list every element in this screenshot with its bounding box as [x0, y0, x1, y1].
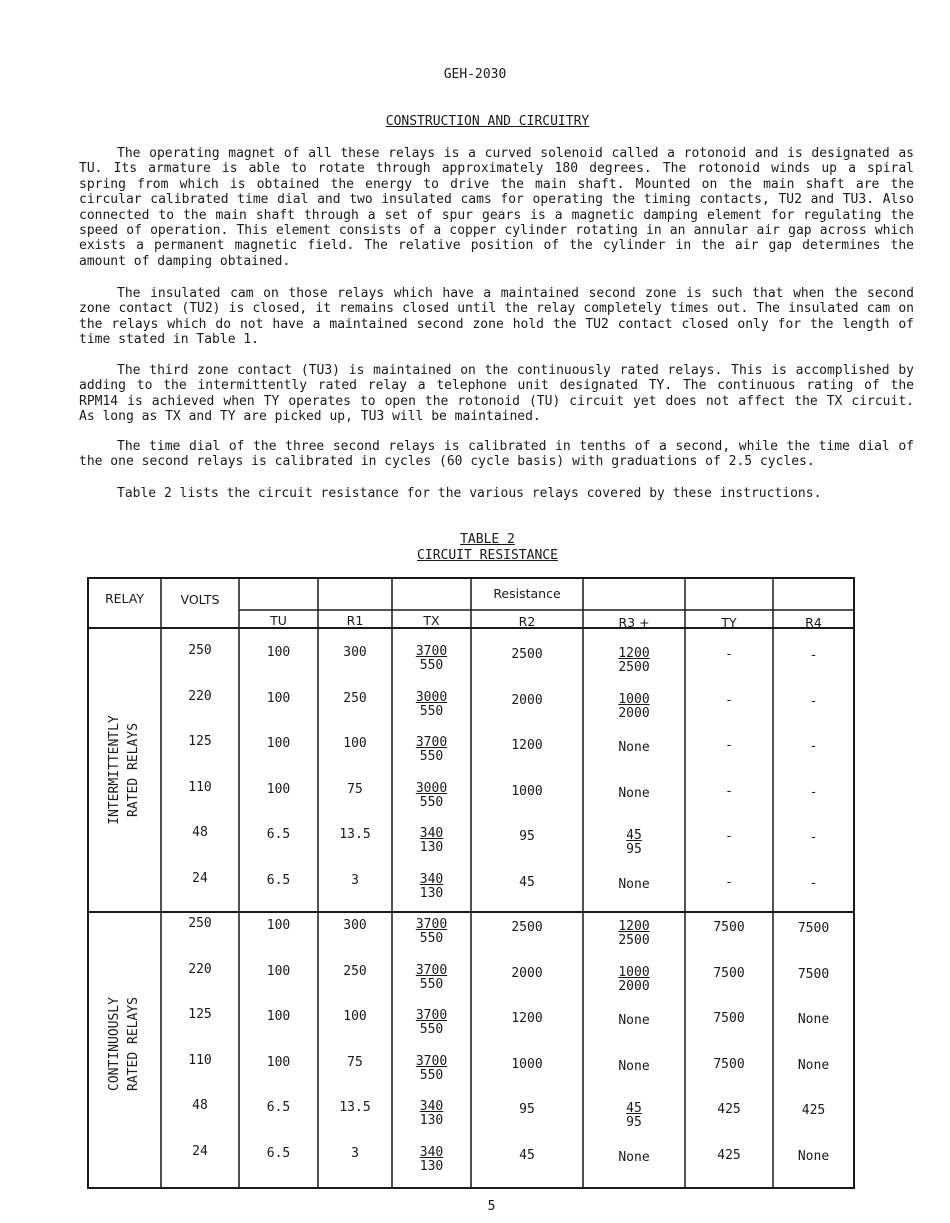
table-cell-tx — [392, 873, 471, 901]
table-cell-r4: - — [809, 739, 818, 755]
column-header-tu: TU — [270, 613, 287, 628]
table-cell-r4: - — [809, 876, 818, 891]
tx-denominator: 130 — [419, 1159, 444, 1174]
table-cell-ty: - — [725, 875, 733, 890]
table-cell-volts: 125 — [188, 1007, 212, 1023]
tx-numerator: 340 — [419, 826, 444, 842]
table-cell-ty: - — [725, 783, 733, 799]
table-cell-r4: - — [809, 648, 818, 663]
table-cell-r1: 13.5 — [339, 1100, 371, 1116]
table-cell-r1: 250 — [343, 690, 367, 706]
r3-numerator: 45 — [626, 828, 642, 844]
paragraph-4: The time dial of the three second relays is calibrated in tenths of a second, while the time dial of the one second relays is calibrated in cycles (60 cycle basis) with graduations of 2.5 cycles. — [79, 439, 914, 470]
table-cell-volts: 110 — [188, 779, 212, 795]
table-cell-r3: None — [618, 877, 650, 892]
table-cell-ty: - — [725, 692, 733, 708]
table-cell-r3 — [583, 1102, 685, 1130]
table-cell-r4: None — [797, 1057, 830, 1073]
table-cell-tx — [392, 645, 471, 673]
tx-denominator: 550 — [419, 931, 444, 946]
table-cell-tu: 6.5 — [266, 1146, 291, 1161]
table-cell-tx — [392, 1146, 471, 1174]
table-cell-r3: None — [618, 1013, 650, 1029]
table-cell-ty: - — [725, 738, 733, 754]
table-cell-r3: None — [618, 1058, 650, 1074]
group-label-intermittent: INTERMITTENTLY RATED RELAYS — [107, 715, 141, 825]
table-cell-r1: 3 — [351, 1146, 359, 1161]
table-cell-r1: 75 — [347, 781, 363, 797]
tx-numerator: 340 — [419, 1145, 444, 1160]
table-cell-r2: 2000 — [511, 692, 543, 708]
table-cell-volts: 125 — [188, 734, 212, 750]
table-title: TABLE 2 — [460, 532, 515, 547]
table-cell-volts: 250 — [188, 916, 212, 931]
table-cell-ty: 7500 — [713, 965, 745, 981]
table-cell-r3 — [583, 920, 685, 948]
table-cell-r1: 300 — [343, 645, 367, 660]
tx-denominator: 550 — [419, 749, 444, 765]
table-cell-volts: 110 — [188, 1052, 212, 1068]
tx-numerator: 3000 — [415, 689, 448, 705]
tx-numerator: 3700 — [415, 644, 448, 659]
table-cell-volts: 48 — [192, 1098, 208, 1114]
tx-numerator: 340 — [419, 1099, 444, 1115]
table-cell-tu: 100 — [266, 1009, 291, 1025]
table-cell-tu: 100 — [266, 736, 291, 752]
table-cell-tx — [392, 918, 471, 946]
table-cell-r4: None — [797, 1149, 830, 1164]
table-cell-volts: 24 — [192, 1144, 208, 1159]
table-cell-tu: 6.5 — [266, 873, 291, 888]
table-cell-r3 — [583, 829, 685, 857]
table-cell-tx — [392, 1009, 471, 1037]
table-cell-r1: 75 — [347, 1054, 363, 1070]
table-cell-tu: 100 — [266, 963, 291, 979]
paragraph-1: The operating magnet of all these relays is a curved solenoid called a rotonoid and is designated as TU. Its armature is able to rotate through approximately 180 degrees. The rotonoid winds up a spiral spring from which is obtained the energy to drive the main shaft. Mounted on the main shaft are the circular calibrated time dial and two insulated cams for operating the timing contacts, TU2 and TU3. Also connected to the main shaft through a set of spur gears is a magnetic damping element for regulating the speed of operation. This element consists of a copper cylinder rotating in an annular air gap across which exists a permanent magnetic field. The relative position of the cylinder in the air gap determines the amount of damping obtained. — [79, 146, 914, 269]
tx-numerator: 3700 — [415, 735, 448, 751]
header-volts: VOLTS — [180, 592, 220, 607]
table-cell-r2: 1200 — [511, 738, 543, 754]
paragraph-3: The third zone contact (TU3) is maintained on the continuously rated relays. This is accomplished by adding to the intermittently rated relay a telephone unit designated TY. The continuous rating of the RPM14 is achieved when TY operates to open the rotonoid (TU) circuit yet does not affect the TX circuit. As long as TX and TY are picked up, TU3 will be maintained. — [79, 363, 914, 425]
section-heading: CONSTRUCTION AND CIRCUITRY — [385, 114, 590, 129]
table-cell-r3 — [583, 966, 685, 994]
table-cell-ty: 425 — [717, 1102, 741, 1118]
document-number: GEH-2030 — [443, 67, 507, 82]
r3-numerator: 1000 — [618, 691, 650, 707]
table-cell-tu: 100 — [266, 781, 291, 797]
column-header-tx: TX — [423, 613, 440, 628]
table-cell-tx — [392, 1055, 471, 1083]
table-cell-r3: None — [618, 740, 650, 756]
table-cell-tu: 100 — [266, 690, 291, 706]
table-cell-volts: 220 — [188, 961, 212, 977]
table-cell-r4: 7500 — [797, 966, 830, 982]
tx-denominator: 550 — [419, 1067, 444, 1083]
table-cell-r4: - — [809, 830, 818, 846]
r3-numerator: 1200 — [618, 646, 650, 661]
table-cell-r2: 95 — [519, 1102, 535, 1118]
table-cell-r2: 1200 — [511, 1011, 543, 1027]
header-resistance: Resistance — [493, 586, 561, 601]
tx-numerator: 3700 — [415, 962, 448, 978]
table-cell-r1: 300 — [343, 918, 367, 933]
r3-numerator: 45 — [626, 1101, 642, 1117]
table-cell-r3: None — [618, 785, 650, 801]
table-subtitle: CIRCUIT RESISTANCE — [417, 548, 558, 563]
r3-denominator: 2000 — [618, 705, 650, 721]
tx-numerator: 3000 — [415, 780, 448, 796]
r3-denominator: 2500 — [618, 660, 650, 675]
table-cell-r2: 2500 — [511, 920, 543, 935]
tx-denominator: 550 — [419, 794, 444, 810]
table-cell-r3: None — [618, 1150, 650, 1165]
page-number: 5 — [487, 1199, 496, 1214]
tx-denominator: 550 — [419, 703, 444, 719]
table-cell-r1: 250 — [343, 963, 367, 979]
table-cell-ty: 7500 — [713, 920, 745, 935]
table-cell-r1: 100 — [343, 736, 367, 752]
table-cell-r4: - — [809, 693, 818, 709]
table-cell-volts: 220 — [188, 688, 212, 704]
table-cell-volts: 48 — [192, 825, 208, 841]
table-cell-r2: 2000 — [511, 965, 543, 981]
tx-numerator: 3700 — [415, 1053, 448, 1069]
table-cell-ty: 425 — [717, 1148, 741, 1163]
column-header-r4: R4 — [805, 615, 822, 630]
header-relay: RELAY — [104, 591, 145, 606]
table-cell-tx — [392, 1100, 471, 1128]
tx-denominator: 130 — [419, 886, 444, 901]
r3-numerator: 1000 — [618, 964, 650, 980]
r3-denominator: 2000 — [618, 978, 650, 994]
table-cell-r2: 45 — [519, 1148, 535, 1163]
column-header-ty: TY — [721, 615, 737, 630]
table-cell-ty: - — [725, 647, 733, 662]
tx-denominator: 550 — [419, 1022, 444, 1038]
table-cell-r2: 2500 — [511, 647, 543, 662]
r3-numerator: 1200 — [618, 919, 650, 934]
table-cell-ty: 7500 — [713, 1056, 745, 1072]
table-cell-r3 — [583, 647, 685, 675]
tx-numerator: 3700 — [415, 1008, 448, 1024]
tx-numerator: 340 — [419, 872, 444, 887]
group-label-continuous: CONTINUOUSLY RATED RELAYS — [107, 997, 141, 1091]
table-cell-tu: 100 — [266, 645, 291, 660]
column-header-r2: R2 — [518, 614, 536, 629]
table-cell-volts: 250 — [188, 643, 212, 658]
table-cell-r1: 100 — [343, 1009, 367, 1025]
table-cell-tu: 6.5 — [266, 827, 291, 843]
table-cell-tu: 100 — [266, 918, 291, 933]
table-cell-r4: 7500 — [797, 921, 830, 936]
resistance-table — [87, 577, 855, 1189]
table-cell-r4: None — [797, 1012, 830, 1028]
table-cell-r1: 13.5 — [339, 827, 371, 843]
table-cell-tx — [392, 691, 471, 719]
table-cell-tx — [392, 827, 471, 855]
table-cell-r2: 45 — [519, 875, 535, 890]
column-header-r3: R3 + — [618, 615, 650, 630]
table-cell-ty: 7500 — [713, 1011, 745, 1027]
table-cell-tx — [392, 964, 471, 992]
table-cell-volts: 24 — [192, 871, 208, 886]
column-header-r1: R1 — [346, 613, 364, 628]
table-cell-r4: - — [809, 784, 818, 800]
table-cell-ty: - — [725, 829, 733, 845]
table-cell-r2: 1000 — [511, 1056, 543, 1072]
table-cell-r4: 425 — [801, 1103, 826, 1119]
table-cell-tu: 6.5 — [266, 1100, 291, 1116]
table-cell-tx — [392, 782, 471, 810]
table-cell-tx — [392, 736, 471, 764]
table-cell-r3 — [583, 693, 685, 721]
table-cell-tu: 100 — [266, 1054, 291, 1070]
table-cell-r1: 3 — [351, 873, 359, 888]
paragraph-5: Table 2 lists the circuit resistance for the various relays covered by these instructions. — [117, 486, 822, 501]
r3-denominator: 95 — [626, 842, 642, 858]
tx-numerator: 3700 — [415, 917, 448, 932]
tx-denominator: 130 — [419, 840, 444, 856]
table-cell-r2: 95 — [519, 829, 535, 845]
tx-denominator: 130 — [419, 1113, 444, 1129]
tx-denominator: 550 — [419, 658, 444, 673]
paragraph-2: The insulated cam on those relays which have a maintained second zone is such that when the second zone contact (TU2) is closed, it remains closed until the relay completely times out. The insulated cam on the relays which do not have a maintained second zone hold the TU2 contact closed only for the length of time stated in Table 1. — [79, 286, 914, 348]
r3-denominator: 2500 — [618, 933, 650, 948]
r3-denominator: 95 — [626, 1115, 642, 1131]
tx-denominator: 550 — [419, 976, 444, 992]
table-cell-r2: 1000 — [511, 783, 543, 799]
